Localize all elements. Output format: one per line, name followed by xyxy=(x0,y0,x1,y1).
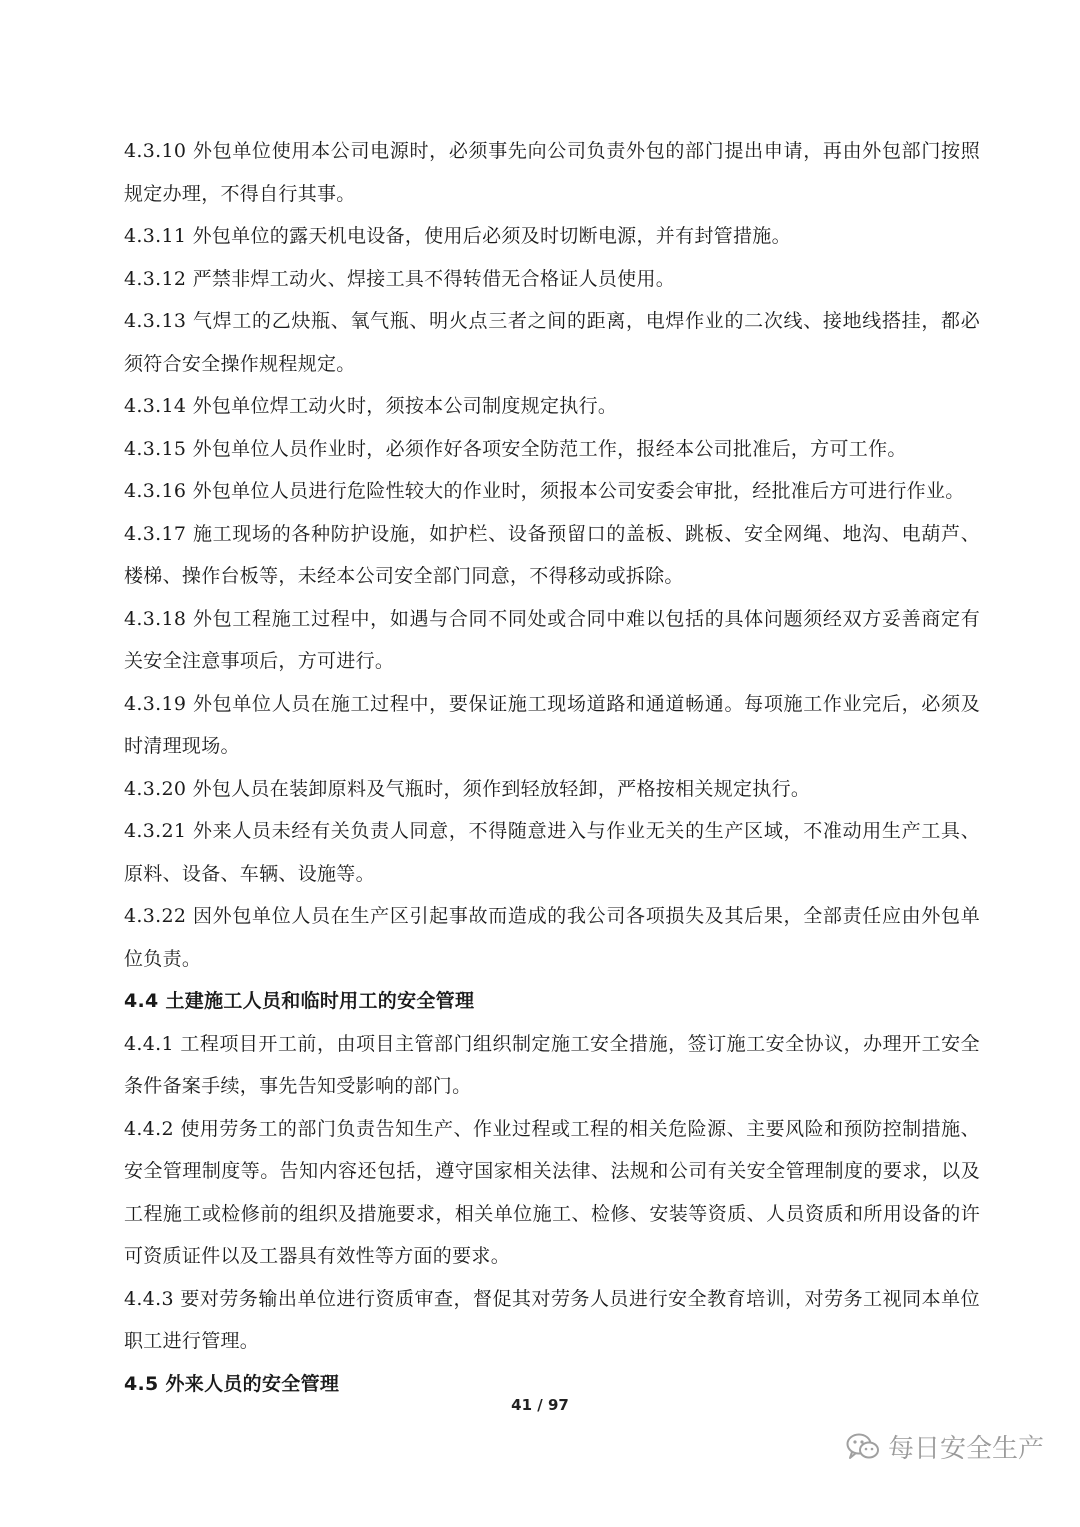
watermark xyxy=(846,1428,1044,1465)
paragraph-4-3-14: 4.3.14 外包单位焊工动火时，须按本公司制度规定执行。 xyxy=(124,395,618,417)
paragraph-4-3-18: 4.3.18 外包工程施工过程中，如遇与合同不同处或合同中难以包括的具体问题须经双方妥善商定有关安全注意事项后，方可进行。 xyxy=(124,607,980,672)
paragraph-4-4-3: 4.4.3 要对劳务输出单位进行资质审查，督促其对劳务人员进行安全教育培训，对劳务工视同本单位职工进行管理。 xyxy=(124,1287,980,1352)
watermark-text: 每日安全生产 xyxy=(887,1434,1044,1464)
document-body xyxy=(124,130,980,1405)
paragraph-4-3-19: 4.3.19 外包单位人员在施工过程中，要保证施工现场道路和通道畅通。每项施工作业完后，必须及时清理现场。 xyxy=(124,692,980,757)
paragraph-4-3-20: 4.3.20 外包人员在装卸原料及气瓶时，须作到轻放轻卸，严格按相关规定执行。 xyxy=(124,777,811,800)
paragraph-4-3-13: 4.3.13 气焊工的乙炔瓶、氧气瓶、明火点三者之间的距离，电焊作业的二次线、接地线搭挂，都必须符合安全操作规程规定。 xyxy=(124,310,980,375)
paragraph-4-3-11: 4.3.11 外包单位的露天机电设备，使用后必须及时切断电源，并有封管措施。 xyxy=(124,225,791,247)
paragraph-4-3-17: 4.3.17 施工现场的各种防护设施，如护栏、设备预留口的盖板、跳板、安全网绳、地沟、电葫芦、楼梯、操作台板等，未经本公司安全部门同意，不得移动或拆除。 xyxy=(124,522,980,587)
section-heading-4-4: 4.4 土建施工人员和临时用工的安全管理 xyxy=(124,990,475,1012)
paragraph-4-3-12: 4.3.12 严禁非焊工动火、焊接工具不得转借无合格证人员使用。 xyxy=(124,267,676,290)
page-number: 41 / 97 xyxy=(511,1396,569,1414)
paragraph-4-3-21: 4.3.21 外来人员未经有关负责人同意，不得随意进入与作业无关的生产区域，不准动用生产工具、原料、设备、车辆、设施等。 xyxy=(124,820,980,885)
paragraph-4-4-1: 4.4.1 工程项目开工前，由项目主管部门组织制定施工安全措施，签订施工安全协议，办理开工安全条件备案手续，事先告知受影响的部门。 xyxy=(124,1032,980,1097)
paragraph-4-3-22: 4.3.22 因外包单位人员在生产区引起事故而造成的我公司各项损失及其后果，全部责任应由外包单位负责。 xyxy=(124,905,980,970)
paragraph-4-3-15: 4.3.15 外包单位人员作业时，必须作好各项安全防范工作，报经本公司批准后，方可工作。 xyxy=(124,437,907,460)
paragraph-4-3-10: 4.3.10 外包单位使用本公司电源时，必须事先向公司负责外包的部门提出申请，再由外包部门按照规定办理，不得自行其事。 xyxy=(124,140,980,205)
paragraph-4-3-16: 4.3.16 外包单位人员进行危险性较大的作业时，须报本公司安委会审批，经批准后方可进行作业。 xyxy=(124,480,965,502)
wechat-icon xyxy=(846,1432,880,1462)
paragraph-4-4-2: 4.4.2 使用劳务工的部门负责告知生产、作业过程或工程的相关危险源、主要风险和预防控制措施、安全管理制度等。告知内容还包括，遵守国家相关法律、法规和公司有关安全管理制度的要求，以及工程施工或检修前的组织及措施要求，相关单位施工、检修、安装等资质、人员资质和所用设备的许可资质证件以及工器具有效性等方面的要求。 xyxy=(124,1117,980,1267)
section-heading-4-5: 4.5 外来人员的安全管理 xyxy=(124,1372,340,1395)
